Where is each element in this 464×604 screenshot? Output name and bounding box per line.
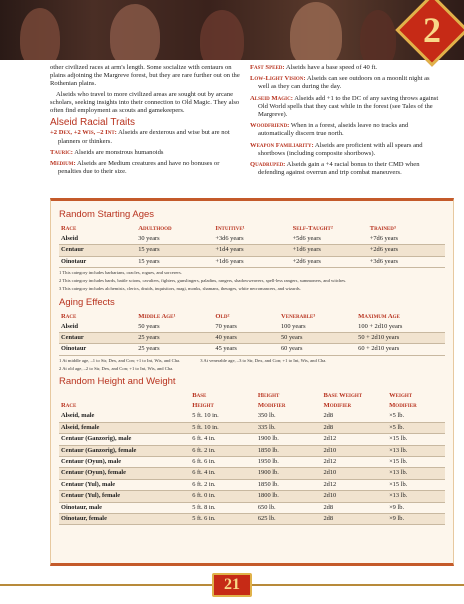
table-cell: 15 years <box>136 245 213 256</box>
paragraph: other civilized races at arm's length. Some socialize with centaurs on plains adjoining the Margreve forest, but they are rare further out on the Rothenian plains. <box>50 64 240 88</box>
table-row <box>59 344 445 355</box>
table-cell: 2d8 <box>321 502 387 513</box>
table-cell: ×13 lb. <box>387 445 445 456</box>
table-heading: Random Height and Weight <box>59 376 176 388</box>
table-cell: +7d6 years <box>368 234 445 245</box>
table-cell: 6 ft. 4 in. <box>190 468 256 479</box>
column-header: Maximum Age <box>358 312 400 320</box>
row-label: Centaur (Yul), female <box>59 491 190 502</box>
row-label: Centaur (Oyun), male <box>59 457 190 468</box>
table-row <box>59 333 445 344</box>
table-cell: 5 ft. 10 in. <box>190 422 256 433</box>
trait-name: Tauric: <box>50 148 73 156</box>
table-cell: 100 + 2d10 years <box>356 322 445 333</box>
trait-entry <box>250 75 440 91</box>
trait-name: Alseid Magic: <box>250 94 293 102</box>
character-art <box>110 4 160 60</box>
table-cell: 2d10 <box>321 491 387 502</box>
column-header: Height <box>257 392 280 400</box>
table-cell: 6 ft. 4 in. <box>190 434 256 445</box>
table-cell: 2d12 <box>321 457 387 468</box>
table-row <box>59 434 445 445</box>
row-label: Oinotaur <box>59 256 136 267</box>
table-row <box>59 491 445 502</box>
column-header: Trained³ <box>369 225 396 232</box>
column-header: Old² <box>215 312 230 320</box>
table-cell: 2d8 <box>321 422 387 433</box>
row-label: Centaur (Ganzorig), male <box>59 434 190 445</box>
table-cell: +2d6 years <box>368 245 445 256</box>
trait-text: When in a forest, alseids leave no tracks and automatically discern true north. <box>258 122 409 138</box>
table-cell: 50 years <box>136 322 213 333</box>
table-cell: 350 lb. <box>256 411 322 422</box>
aging-effects-table <box>59 312 445 356</box>
table-row <box>59 256 445 267</box>
column-header: Race <box>61 402 77 410</box>
table-cell: ×5 lb. <box>387 422 445 433</box>
table-cell: 5 ft. 8 in. <box>190 502 256 513</box>
trait-name: Medium: <box>50 160 76 168</box>
trait-entry <box>50 160 240 176</box>
left-column <box>50 64 240 179</box>
row-label: Oinotaur, female <box>59 514 190 525</box>
table-cell: 6 ft. 2 in. <box>190 445 256 456</box>
row-label: Alseid, female <box>59 422 190 433</box>
table-cell: ×5 lb. <box>387 411 445 422</box>
table-cell: 6 ft. 6 in. <box>190 457 256 468</box>
table-cell: 335 lb. <box>256 422 322 433</box>
column-header: Intuitive¹ <box>215 225 245 232</box>
trait-entry <box>250 95 440 120</box>
table-cell: 45 years <box>213 344 279 355</box>
table-cell: ×9 lb. <box>387 502 445 513</box>
table-cell: 6 ft. 0 in. <box>190 491 256 502</box>
table-row <box>59 445 445 456</box>
character-art <box>200 10 244 60</box>
table-cell: 50 + 2d10 years <box>356 333 445 344</box>
table-cell: 5 ft. 10 in. <box>190 411 256 422</box>
trait-name: +2 Dex, +2 Wis, –2 Int: <box>50 129 117 137</box>
table-cell: 2d12 <box>321 434 387 445</box>
column-header: Base <box>192 392 207 400</box>
table-cell: 2d10 <box>321 468 387 479</box>
table-cell: +1d6 years <box>291 245 368 256</box>
character-art <box>290 2 342 60</box>
trait-name: Weapon Familiarity: <box>250 141 314 149</box>
paragraph: Alseids who travel to more civilized areas are sought out by arcane scholars, seeking insights into their connection to Old Magic. They also often find employment as scouts and gamekeepers. <box>50 90 240 115</box>
table-cell: 50 years <box>279 333 356 344</box>
column-header: Adulthood <box>138 225 172 232</box>
column-header: Race <box>61 225 77 232</box>
column-header: Self-Taught² <box>292 225 333 232</box>
footnote: 1 This category includes barbarians, oracles, rogues, and sorcerers. <box>59 270 182 276</box>
table-cell: 5 ft. 6 in. <box>190 514 256 525</box>
column-header: Middle Age¹ <box>138 312 176 320</box>
table-cell: ×13 lb. <box>387 468 445 479</box>
trait-entry <box>50 129 240 145</box>
right-column <box>250 64 440 180</box>
footnote: 3 This category includes alchemists, clerics, druids, inquisitors, magi, monks, shamans, theurges, white necromancers, and wizards. <box>59 285 301 291</box>
table-cell: +3d6 years <box>368 256 445 267</box>
footnote: 2 This category includes bards, battle scions, cavaliers, fighters, gunslingers, paladins, rangers, shadowweavers, spell-less rangers, summoners, and witches. <box>59 278 347 284</box>
tables-sidebar <box>50 198 454 566</box>
table-cell: 1800 lb. <box>256 491 322 502</box>
table-cell: 60 + 2d10 years <box>356 344 445 355</box>
table-cell: +1d6 years <box>213 256 290 267</box>
table-row <box>59 502 445 513</box>
table-cell: 15 years <box>136 256 213 267</box>
table-cell: ×15 lb. <box>387 479 445 490</box>
table-cell: 1850 lb. <box>256 479 322 490</box>
column-header: Modifier <box>389 402 417 410</box>
table-cell: 25 years <box>136 333 213 344</box>
footnote: 3 At venerable age, –3 to Str, Dex, and Con; +1 to Int, Wis, and Cha. <box>200 357 327 363</box>
trait-text: Alseids can see outdoors on a moonlit night as well as they can during the day. <box>258 75 430 91</box>
table-row <box>59 322 445 333</box>
table-row <box>59 514 445 525</box>
footnote: 1 At middle age, –1 to Str, Dex, and Con; +1 to Int, Wis, and Cha. <box>59 357 181 363</box>
column-header: Base Weight <box>323 392 363 400</box>
column-header: Venerable³ <box>280 312 316 320</box>
row-label: Centaur <box>59 245 136 256</box>
table-cell: ×13 lb. <box>387 491 445 502</box>
page-number: 21 <box>212 573 252 597</box>
table-cell: 2d10 <box>321 445 387 456</box>
trait-entry <box>50 149 240 157</box>
trait-entry <box>250 64 440 72</box>
trait-text: Alseids are dexterous and wise but are not planners or thinkers. <box>58 129 230 145</box>
table-cell: 2d8 <box>321 411 387 422</box>
chapter-number: 2 <box>423 10 441 50</box>
footnote-row <box>59 356 445 364</box>
trait-name: Quadruped: <box>250 161 286 169</box>
trait-name: Low-Light Vision: <box>250 75 306 83</box>
trait-text: Alseids gain a +4 racial bonus to their CMD when defending against overrun and trip combat maneuvers. <box>258 161 420 177</box>
table-cell: 650 lb. <box>256 502 322 513</box>
trait-text: Alseids are monstrous humanoids <box>72 148 164 156</box>
row-label: Oinotaur, male <box>59 502 190 513</box>
height-weight-table <box>59 391 445 525</box>
table-row <box>59 422 445 433</box>
trait-entry <box>250 161 440 177</box>
trait-text: Alseids have a base speed of 40 ft. <box>284 64 378 71</box>
table-cell: 1900 lb. <box>256 468 322 479</box>
table-cell: 2d8 <box>321 514 387 525</box>
table-cell: ×15 lb. <box>387 457 445 468</box>
table-cell: 6 ft. 2 in. <box>190 479 256 490</box>
table-cell: +2d6 years <box>291 256 368 267</box>
trait-name: Fast Speed: <box>250 64 285 71</box>
table-cell: 60 years <box>279 344 356 355</box>
column-header: Race <box>61 312 77 320</box>
table-cell: 2d12 <box>321 479 387 490</box>
character-art <box>360 10 396 60</box>
starting-ages-table <box>59 224 445 268</box>
table-row <box>59 468 445 479</box>
table-cell: +1d4 years <box>213 245 290 256</box>
column-header <box>59 391 190 401</box>
column-header: Modifier <box>323 402 352 410</box>
row-label: Alseid <box>59 322 136 333</box>
table-cell: ×9 lb. <box>387 514 445 525</box>
row-label: Centaur (Oyun), female <box>59 468 190 479</box>
row-label: Oinotaur <box>59 344 136 355</box>
column-header: Weight <box>389 392 413 400</box>
table-cell: 70 years <box>213 322 279 333</box>
table-row <box>59 479 445 490</box>
table-row <box>59 411 445 422</box>
section-heading: Alseid Racial Traits <box>50 117 136 129</box>
trait-name: Woodfriend: <box>250 122 290 130</box>
table-cell: ×15 lb. <box>387 434 445 445</box>
table-row <box>59 234 445 245</box>
table-cell: 1900 lb. <box>256 434 322 445</box>
table-cell: +5d6 years <box>291 234 368 245</box>
row-label: Centaur (Ganzorig), female <box>59 445 190 456</box>
table-cell: 30 years <box>136 234 213 245</box>
character-art <box>20 8 60 60</box>
column-header: Height <box>192 402 214 410</box>
trait-text: Alseids add +1 to the DC of any saving throws against Old World spells that they cast while in the forest (see Tales of the Margreve). <box>258 94 439 119</box>
table-heading: Random Starting Ages <box>59 209 155 220</box>
table-row <box>59 457 445 468</box>
row-label: Alseid <box>59 234 136 245</box>
table-cell: 625 lb. <box>256 514 322 525</box>
table-cell: +3d6 years <box>213 234 290 245</box>
trait-entry <box>250 122 440 138</box>
table-cell: 100 years <box>279 322 356 333</box>
trait-entry <box>250 142 440 158</box>
row-label: Centaur <box>59 333 136 344</box>
table-cell: 1950 lb. <box>256 457 322 468</box>
table-cell: 1850 lb. <box>256 445 322 456</box>
table-cell: 25 years <box>136 344 213 355</box>
table-cell: 40 years <box>213 333 279 344</box>
trait-text: Alseids are Medium creatures and have no bonuses or penalties due to their size. <box>58 160 220 176</box>
footnote: 2 At old age, –2 to Str, Dex, and Con; +1 to Int, Wis, and Cha. <box>59 365 174 371</box>
row-label: Centaur (Yul), male <box>59 479 190 490</box>
trait-text: Alseids are proficient with all spears and shortbows (including composite shortbows). <box>258 141 423 157</box>
table-heading: Aging Effects <box>59 296 115 308</box>
row-label: Alseid, male <box>59 411 190 422</box>
column-header: Modifier <box>257 402 286 410</box>
table-row <box>59 245 445 256</box>
